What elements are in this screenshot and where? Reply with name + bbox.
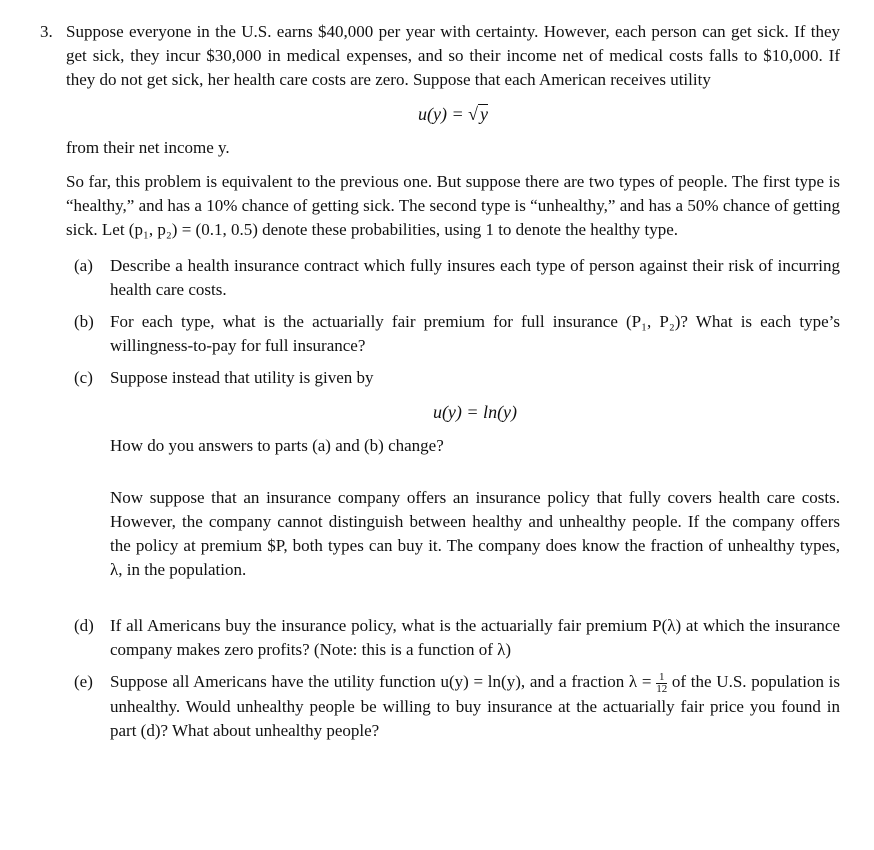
part-c-text: Suppose instead that utility is given by (110, 368, 374, 387)
part-c-label: (c) (74, 368, 93, 387)
utility-equation-ln: u(y) = ln(y) (432, 402, 518, 422)
part-c (66, 366, 840, 458)
types-paragraph: So far, this problem is equivalent to the previous one. But suppose there are two types of people. The first type is “healthy,” and has a 10% chance of getting sick. The second type is “unhealthy,” and has a 50% chance of getting sick. Let (p₁, p₂) = (0.1, 0.5) denote these probabilities, using 1 to denote the healthy type. (66, 172, 840, 239)
part-b-text: For each type, what is the actuarially fair premium for full insurance (P₁, P₂)? What is each type’s willingness-to-pay for full insurance? (110, 312, 840, 355)
part-d-label: (d) (74, 616, 94, 635)
part-e-text-after: of the U.S. population is unhealthy. Would unhealthy people be willing to buy insurance at the actuarially fair price you found in part (d)? What about unhealthy people? (110, 672, 841, 740)
parts-list-de (66, 614, 840, 743)
problem-number: 3. (40, 22, 53, 41)
part-d (66, 614, 840, 662)
after-equation-text: from their net income y. (66, 138, 230, 157)
fraction-denominator: 12 (656, 682, 668, 695)
problem-3 (40, 20, 840, 743)
part-c-followup: How do you answers to parts (a) and (b) change? (110, 436, 444, 455)
insurance-paragraph: Now suppose that an insurance company offers an insurance policy that fully covers health care costs. However, the company cannot distinguish between healthy and unhealthy people. If the company offers the policy at premium $P, both types can buy it. The company does know the fraction of unhealthy types, λ, in the population. (110, 488, 840, 579)
part-e-text-before: Suppose all Americans have the utility function u(y) = ln(y), and a fraction λ = (110, 672, 657, 691)
problem-document (40, 20, 840, 751)
parts-list-abc (66, 254, 840, 458)
utility-sqrt-arg: y (480, 104, 488, 124)
problem-intro: Suppose everyone in the U.S. earns $40,000 per year with certainty. However, each person can get sick. If they get sick, they incur $30,000 in medical expenses, and so their income net of medical costs falls to $10,000. If they do not get sick, her health care costs are zero. Suppose that each American receives utility (66, 22, 840, 89)
fraction-numerator: 1 (656, 672, 667, 684)
part-b (66, 310, 840, 358)
utility-equation-sqrt: u(y) = √ y (417, 104, 488, 124)
part-b-label: (b) (74, 312, 94, 331)
part-e-text (110, 670, 840, 743)
fraction-one-twelfth (656, 672, 667, 695)
part-e-label: (e) (74, 672, 93, 691)
part-a-text: Describe a health insurance contract which fully insures each type of person against their risk of incurring health care costs. (110, 256, 840, 299)
part-d-text: If all Americans buy the insurance policy, what is the actuarially fair premium P(λ) at which the insurance company makes zero profits? (Note: this is a function of λ) (110, 616, 840, 659)
part-e (66, 670, 840, 743)
part-a (66, 254, 840, 302)
part-a-label: (a) (74, 256, 93, 275)
utility-lhs: u(y) = (417, 104, 469, 124)
